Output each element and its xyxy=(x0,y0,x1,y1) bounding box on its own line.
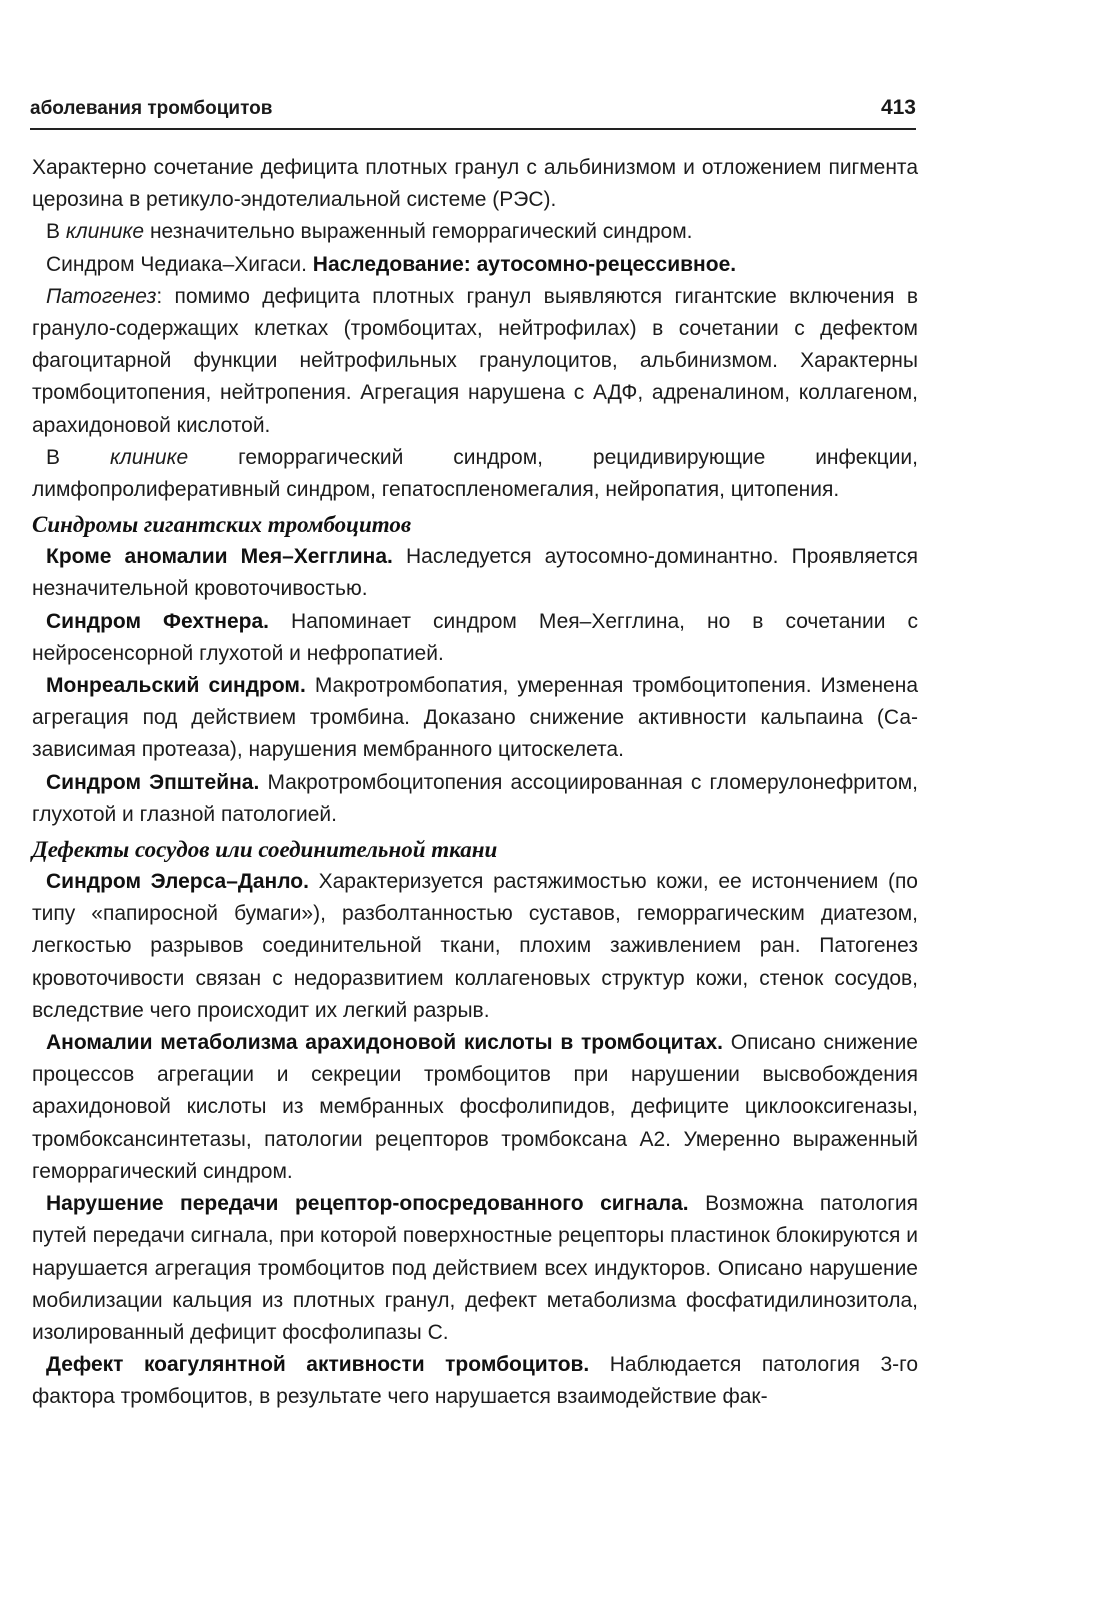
entry-arachidonic xyxy=(32,1027,918,1188)
italic-term: клинике xyxy=(65,220,145,244)
italic-term: Патогенез xyxy=(46,284,157,308)
page-header xyxy=(30,92,916,130)
paragraph-text: Синдром Чедиака–Хигаси. xyxy=(46,252,313,276)
paragraph-pathogenesis xyxy=(32,281,918,442)
inheritance-note: Наследование: аутосомно-рецессивное. xyxy=(312,252,737,276)
paragraph-clinic-2 xyxy=(32,442,918,506)
paragraph-text: : помимо дефицита плотных гранул выявляются гигантские включения в грануло-содержащих клетках (тромбоцитах, нейтрофилах) в сочетании с дефектом фагоцитарной функции нейтрофильных гранулоцитов, альбинизмом. Характерны тромбоцитопения, нейтропения. Агрегация нарушена с АДФ, адреналином, коллагеном, арахидоновой кислотой. xyxy=(32,284,918,437)
entry-ehlers-danlos xyxy=(32,866,918,1027)
entry-text: Возможна патология путей передачи сигнала, при которой поверхностные рецепторы пластинок блокируются и нарушается агрегация тромбоцитов под действием всех индукторов. Описано нарушение мобилизации кальция из плотных гранул, дефект метаболизма фосфатидилинозитола, изолированный дефицит фосфолипазы С. xyxy=(32,1192,918,1344)
paragraph-clinic-1 xyxy=(32,216,918,248)
paragraph-pigment xyxy=(32,152,918,216)
entry-term: Синдром Элерса–Данло. xyxy=(46,870,309,894)
section-heading-vessel-defects: Дефекты сосудов или соединительной ткани xyxy=(32,837,498,863)
entry-text: Макротромбоцитопения ассоциированная с гломерулонефритом, глухотой и глазной патологией. xyxy=(32,770,918,826)
entry-term: Нарушение передачи рецептор-опосредованного сигнала. xyxy=(46,1192,689,1216)
entry-text: Описано снижение процессов агрегации и секреции тромбоцитов при нарушении высвобождения арахидоновой кислоты из мембранных фосфолипидов, дефиците циклооксигеназы, тромбоксансинтетазы, патологии рецепторов тромбоксана А2. Умеренно выраженный геморрагический синдром. xyxy=(32,1031,918,1183)
italic-term: клинике xyxy=(109,445,189,469)
running-head: аболевания тромбоцитов xyxy=(30,98,273,119)
entry-text: Макротромбопатия, умеренная тромбоцитопения. Изменена агрегация под действием тромбина. Доказано снижение активности кальпаина (Са-зависимая протеаза), нарушения мембранного цитоскелета. xyxy=(32,674,919,762)
entry-term: Монреальский синдром. xyxy=(46,674,306,698)
entry-text: Характеризуется растяжимостью кожи, ее истончением (по типу «папиросной бумаги»), разболтанностью суставов, геморрагическим диатезом, легкостью разрывов соединительной ткани, плохим заживлением ран. Патогенез кровоточивости связан с недоразвитием коллагеновых структур кожи, стенок сосудов, вследствие чего происходит их легкий разрыв. xyxy=(32,870,918,1022)
entry-term: Дефект коагулянтной активности тромбоцитов. xyxy=(46,1353,590,1377)
entry-term: Синдром Эпштейна. xyxy=(46,770,260,794)
section-heading-giant-platelets: Синдромы гигантских тромбоцитов xyxy=(32,512,412,538)
entry-signal-transduction xyxy=(32,1188,918,1349)
entry-epstein xyxy=(32,767,918,831)
paragraph-chediak xyxy=(32,249,918,281)
entry-coagulant-activity xyxy=(32,1349,918,1413)
paragraph-lead: В xyxy=(46,220,66,244)
paragraph-lead: В xyxy=(46,445,110,469)
paragraph-text: незначительно выраженный геморрагический синдром. xyxy=(144,220,693,244)
entry-text: Напоминает синдром Мея–Хегглина, но в сочетании с нейросенсорной глухотой и нефропатией. xyxy=(32,609,918,665)
entry-text: Наблюдается патология 3-го фактора тромбоцитов, в результате чего нарушается взаимодействие фак- xyxy=(32,1353,919,1409)
entry-montreal xyxy=(32,670,918,767)
entry-term: Синдром Фехтнера. xyxy=(46,609,270,633)
paragraph-text: геморрагический синдром, рецидивирующие инфекции, лимфопролиферативный синдром, гепатоспленомегалия, нейропатия, цитопения. xyxy=(32,445,918,502)
page-number: 413 xyxy=(880,96,916,119)
entry-term: Аномалии метаболизма арахидоновой кислоты в тромбоцитах. xyxy=(46,1031,724,1055)
entry-fechtner xyxy=(32,606,918,670)
entry-text: Наследуется аутосомно-доминантно. Проявляется незначительной кровоточивостью. xyxy=(32,545,918,601)
entry-term: Кроме аномалии Мея–Хегглина. xyxy=(46,545,393,569)
paragraph-text: Характерно сочетание дефицита плотных гранул с альбинизмом и отложением пигмента церозина в ретикуло-эндотелиальной системе (РЭС). xyxy=(32,156,918,212)
entry-may-hegglin xyxy=(32,541,918,605)
page-body xyxy=(32,152,918,1414)
